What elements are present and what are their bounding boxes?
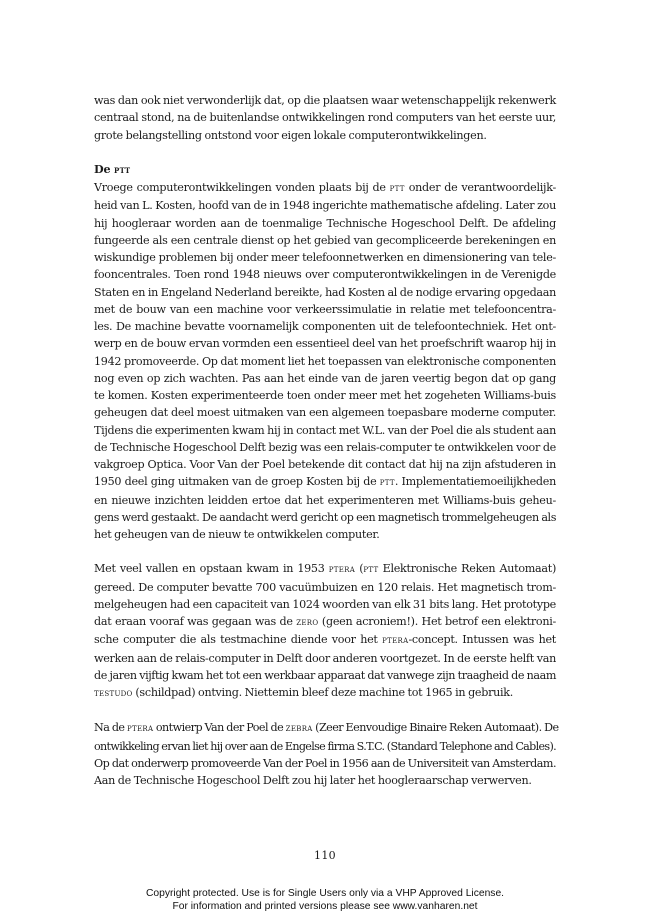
text-line: ontwikkeling ervan liet hij over aan de Engelse firma S.T.C. (Standard Telephone and Cables).	[94, 739, 556, 753]
footer-line-1: Copyright protected. Use is for Single Users only via a VHP Approved License.	[145, 888, 505, 899]
text-line: het geheugen van de nieuw te ontwikkelen computer.	[94, 528, 380, 541]
footer-line-2: For information and printed versions please see www.vanharen.net	[172, 900, 478, 912]
text-line: vakgroep Optica. Voor Van der Poel betekende dit contact dat hij na zijn afstuderen in	[94, 458, 556, 471]
paragraph-ptera	[94, 560, 556, 702]
paragraph-intro	[94, 92, 556, 144]
text-line: wiskundige problemen bij onder meer telefoonnetwerken en dimensionering van tele-	[94, 251, 556, 264]
text-line: werken aan de relais-computer in Delft door anderen voortgezet. In de eerste helft van	[94, 651, 556, 665]
text-line: Na de ptera ontwierp Van der Poel de zebra (Zeer Eenvoudige Binaire Reken Automaat). De	[94, 721, 559, 735]
text-line: gens werd gestaakt. De aandacht werd gericht op een magnetisch trommelgeheugen als	[94, 510, 556, 524]
text-line: fungeerde als een centrale dienst op het gebied van gecompliceerde berekeningen en	[94, 233, 556, 247]
text-line: te komen. Kosten experimenteerde toen onder meer met het zogeheten Williams-buis	[94, 389, 556, 402]
text-line: sche computer die als testmachine diende voor het ptera-concept. Intussen was het	[94, 633, 556, 647]
text-line: Op dat onderwerp promoveerde Van der Poel in 1956 aan de Universiteit van Amsterdam.	[94, 756, 556, 770]
text-line: testudo (schildpad) ontving. Niettemin bleef deze machine tot 1965 in gebruik.	[94, 686, 514, 699]
page-number: 110	[314, 849, 336, 862]
text-line: Tijdens die experimenten kwam hij in contact met W.L. van der Poel die als student aan	[94, 423, 556, 437]
text-line: de jaren vijftig kwam het tot een werkbaar apparaat dat vanwege zijn traagheid de naam	[94, 668, 556, 682]
text-line: gereed. De computer bevatte 700 vacuümbuizen en 120 relais. Het magnetisch trom-	[94, 580, 556, 594]
text-line: Staten en in Engeland Nederland bereikte, had Kosten al de nodige ervaring opgedaan	[94, 285, 556, 299]
text-line: fooncentrales. Toen rond 1948 nieuws over computerontwikkelingen in de Verenigde	[94, 268, 556, 282]
text-line: 1950 deel ging uitmaken van de groep Kosten bij de ptt. Implementatiemoeilijkheden	[94, 475, 556, 489]
paragraph-zebra	[94, 719, 559, 789]
text-line: centraal stond, na de buitenlandse ontwikkelingen rond computers van het eerste uur,	[94, 111, 556, 125]
text-line: werp en de bouw ervan vormden een essentieel deel van het proefschrift waarop hij in	[94, 337, 556, 351]
text-line: geheugen dat deel moest uitmaken van een algemeen toepasbare moderne computer.	[94, 406, 556, 420]
text-line: en nieuwe inzichten leidden ertoe dat het experimenteren met Williams-buis geheu-	[94, 493, 556, 507]
text-line: was dan ook niet verwonderlijk dat, op die plaatsen waar wetenschappelijk rekenwerk	[94, 94, 556, 107]
paragraph-ptt	[94, 179, 556, 543]
text-line: grote belangstelling ontstond voor eigen lokale computerontwikkelingen.	[94, 128, 487, 142]
text-line: de Technische Hogeschool Delft bezig was een relais-computer te ontwikkelen voor de	[94, 440, 556, 454]
text-line: les. De machine bevatte voornamelijk componenten uit de telefoontechniek. Het ont-	[94, 320, 556, 333]
section-heading-abbrev: ptt	[114, 163, 131, 176]
text-line: met de bouw van een machine voor verkeerssimulatie in relatie met telefooncentra-	[94, 302, 556, 316]
text-line: heid van L. Kosten, hoofd van de in 1948 ingerichte mathematische afdeling. Later zou	[94, 199, 556, 213]
text-line: nog even op zich wachten. Pas aan het einde van de jaren veertig begon dat op gang	[94, 371, 556, 385]
section-heading	[94, 161, 556, 179]
text-line: hij hoogleraar worden aan de toenmalige Technische Hogeschool Delft. De afdeling	[94, 216, 556, 230]
text-line: Aan de Technische Hogeschool Delft zou hij later het hoogleraarschap verwerven.	[94, 774, 532, 787]
text-line: Met veel vallen en opstaan kwam in 1953 ptera (ptt Elektronische Reken Automaat)	[94, 562, 557, 576]
text-line: 1942 promoveerde. Op dat moment liet het toepassen van elektronische componenten	[94, 354, 556, 368]
text-line: dat eraan vooraf was gegaan was de zero (geen acroniem!). Het betrof een elektroni-	[94, 615, 556, 628]
section-heading-prefix: De	[94, 162, 115, 176]
copyright-footer	[0, 888, 650, 913]
text-line: Vroege computerontwikkelingen vonden plaats bij de ptt onder de verantwoordelijk-	[94, 181, 556, 194]
text-line: melgeheugen had een capaciteit van 1024 woorden van elk 31 bits lang. Het prototype	[94, 597, 556, 611]
page-body	[94, 92, 559, 789]
